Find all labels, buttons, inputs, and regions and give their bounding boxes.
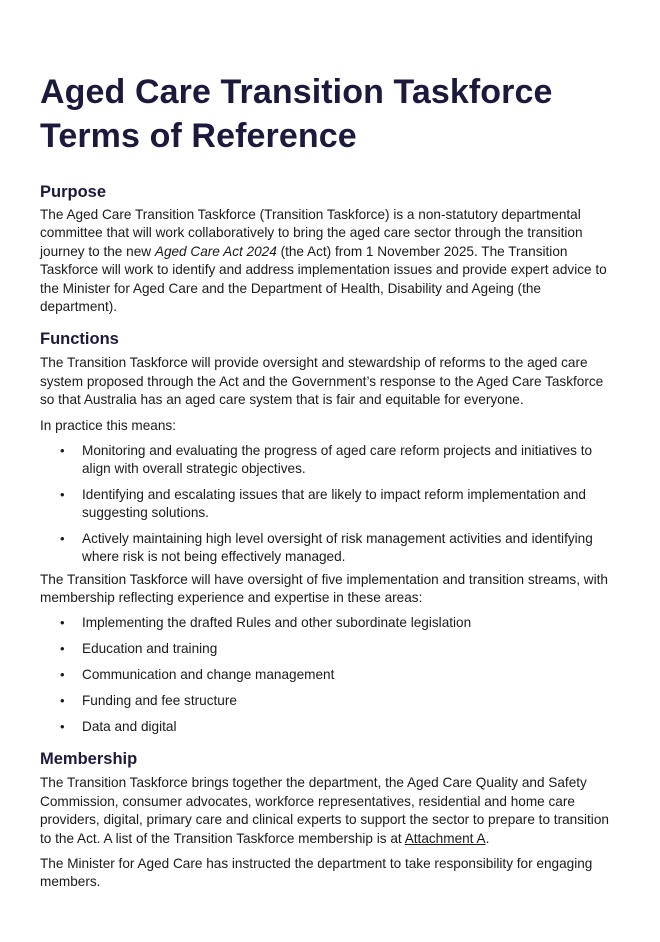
act-name: Aged Care Act 2024 bbox=[154, 243, 277, 259]
membership-paragraph-2: The Minister for Aged Care has instructed the department to take responsibility for engaging members. bbox=[40, 855, 593, 890]
list-item: • Identifying and escalating issues that are likely to impact reform implementation and suggesting solutions. bbox=[60, 486, 586, 521]
purpose-heading: Purpose bbox=[40, 183, 107, 201]
bullet-icon: • bbox=[60, 443, 65, 459]
purpose-paragraph bbox=[40, 206, 620, 316]
functions-list bbox=[40, 442, 620, 566]
title-line-1: Aged Care Transition Taskforce bbox=[40, 73, 553, 111]
functions-paragraph-3: The Transition Taskforce will have oversight of five implementation and transition streams, with membership reflecting experience and expertise in these areas: bbox=[40, 571, 608, 605]
bullet-icon: • bbox=[60, 641, 65, 657]
list-item: • Actively maintaining high level oversight of risk management activities and identifying where risk is not being effectively managed. bbox=[60, 530, 593, 565]
bullet-icon: • bbox=[60, 667, 65, 683]
list-item: • Implementing the drafted Rules and other subordinate legislation bbox=[40, 614, 620, 632]
bullet-icon: • bbox=[60, 486, 65, 502]
streams-list bbox=[40, 614, 620, 736]
list-item: • Education and training bbox=[40, 640, 620, 658]
functions-paragraph-1: The Transition Taskforce will provide oversight and stewardship of reforms to the aged care system proposed through the Act and the Government’s response to the Aged Care Taskforce so that Australia has an aged care system that is fair and equitable for everyone. bbox=[40, 355, 604, 408]
document-page bbox=[40, 70, 620, 892]
list-item: • Funding and fee structure bbox=[40, 692, 620, 710]
bullet-icon: • bbox=[60, 530, 65, 546]
document-title bbox=[40, 70, 620, 158]
functions-heading: Functions bbox=[40, 330, 119, 349]
membership-paragraph-1: The Transition Taskforce brings together the department, the Aged Care Quality and Safety Commission, consumer advocates, workforce representatives, residential and home care providers, digital, primary care and clinical experts to support the sector to prepare to transition to the Act. A list of the Transition Taskforce membership is at Attachment A. bbox=[40, 775, 609, 846]
purpose-text-after: (the Act) from 1 November 2025. The Transition Taskforce will work to identify and address implementation issues and provide expert advice to the Minister for Aged Care and the Department of Health, Disability and Ageing (the department). bbox=[40, 243, 607, 315]
membership-heading: Membership bbox=[40, 750, 138, 769]
list-item: • Data and digital bbox=[40, 718, 620, 736]
bullet-icon: • bbox=[60, 615, 65, 631]
functions-paragraph-2: In practice this means: bbox=[40, 417, 176, 433]
bullet-icon: • bbox=[60, 718, 65, 734]
list-item: • Communication and change management bbox=[40, 666, 620, 684]
attachment-a-link[interactable]: Attachment A bbox=[404, 830, 486, 846]
list-item: • Monitoring and evaluating the progress of aged care reform projects and initiatives to align with overall strategic objectives. bbox=[60, 443, 593, 477]
purpose-text-before: The Aged Care Transition Taskforce (Transition Taskforce) is a non-statutory departmental committee that will work collaboratively to bring the aged care sector through the transition journey to the new bbox=[40, 207, 583, 259]
bullet-icon: • bbox=[60, 693, 65, 709]
title-line-2: Terms of Reference bbox=[40, 117, 357, 155]
